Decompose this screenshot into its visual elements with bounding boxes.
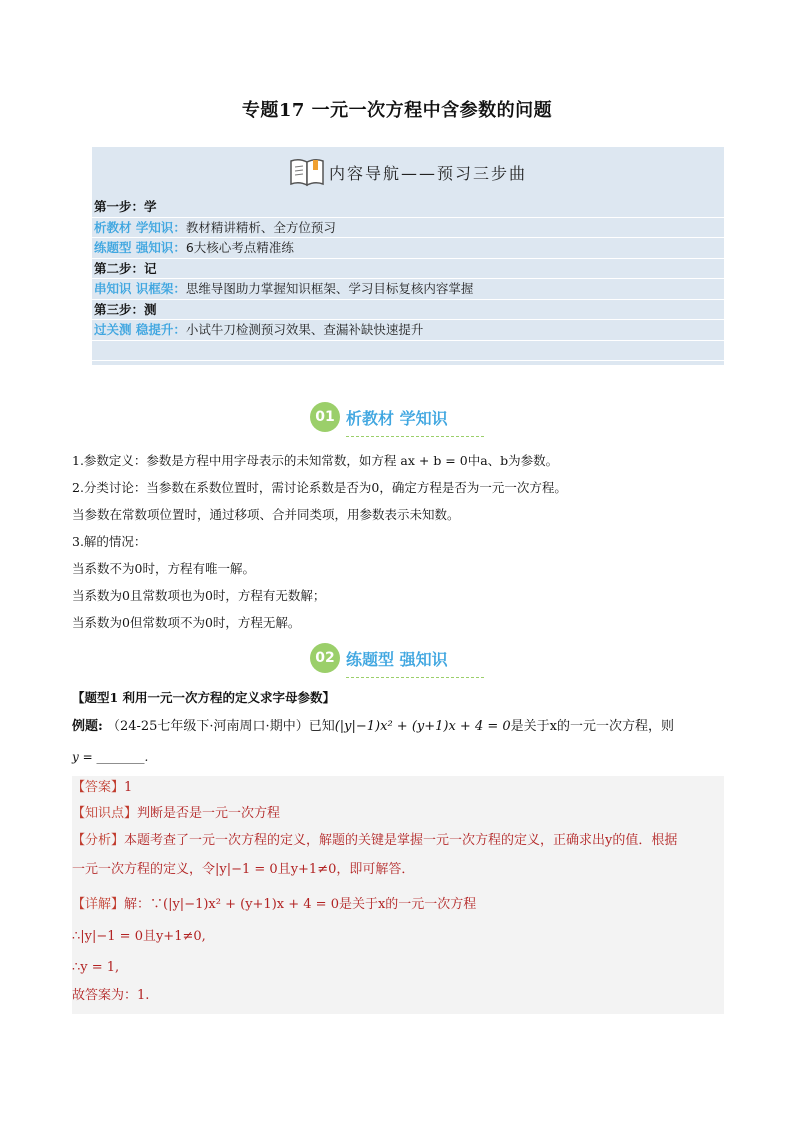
knowledge-line-1: 1.参数定义：参数是方程中用字母表示的未知常数，如方程 ax + b = 0中a、b为参数。 (72, 453, 559, 468)
detail-line-1: 解：∵(|y|−1)x² + (y+1)x + 4 = 0是关于x的一元一次方程 (124, 897, 477, 912)
analysis-row-1 (72, 831, 677, 851)
example-text-after: 是关于x的一元一次方程，则 (510, 719, 674, 734)
section-1-title: 析教材 学知识 (346, 408, 448, 428)
nav-step-2: 第二步：记 (92, 259, 724, 280)
nav-row-2 (92, 238, 724, 259)
detail-row-2: ∴|y|−1 = 0且y+1≠0, (72, 929, 206, 944)
nav-row-1 (92, 218, 724, 239)
detail-row-3: ∴y = 1, (72, 960, 120, 975)
example-source: （24-25七年级下·河南周口·期中）已知 (106, 719, 335, 734)
section-2-title: 练题型 强知识 (346, 649, 448, 669)
book-icon (289, 157, 325, 187)
section-2-badge: 02 (310, 643, 340, 673)
knowledge-line-4: 3.解的情况： (72, 534, 147, 549)
detail-row-4: 故答案为：1. (72, 988, 150, 1003)
nav-heading-text: 内容导航——预习三步曲 (328, 163, 527, 183)
section-1-badge: 01 (310, 402, 340, 432)
knowledge-line-2: 2.分类讨论：当参数在系数位置时，需讨论系数是否为0，确定方程是否为一元一次方程。 (72, 480, 567, 495)
knowledge-line-7: 当系数为0但常数项不为0时，方程无解。 (72, 615, 301, 630)
nav-row-3-value: 思维导图助力掌握知识框架、学习目标复核内容掌握 (185, 281, 474, 296)
nav-row-3-label: 串知识 识框架： (94, 281, 186, 296)
analysis-line-1: 本题考查了一元一次方程的定义，解题的关键是掌握一元一次方程的定义，正确求出y的值．根据 (124, 833, 678, 848)
analysis-row-2: 一元一次方程的定义，令|y|−1 = 0且y+1≠0，即可解答． (72, 862, 415, 877)
page-title: 专题17 一元一次方程中含参数的问题 (241, 100, 553, 121)
nav-step-1: 第一步：学 (92, 197, 724, 218)
section-1-underline (346, 436, 484, 437)
nav-row-blank (92, 341, 724, 362)
section-1-header (310, 400, 490, 434)
nav-row-4-label: 过关测 稳提升： (94, 322, 186, 337)
question-type-heading: 【题型1 利用一元一次方程的定义求字母参数】 (72, 690, 336, 705)
example-blank: y = ________. (72, 750, 149, 764)
nav-row-1-label: 析教材 学知识： (94, 219, 186, 235)
content-navigation-box (92, 147, 724, 365)
nav-row-1-value: 教材精讲精析、全方位预习 (185, 219, 336, 235)
nav-row-4 (92, 320, 724, 341)
nav-step-3: 第三步：测 (92, 300, 724, 321)
detail-tag: 【详解】 (72, 897, 125, 912)
nav-row-4-value: 小试牛刀检测预习效果、查漏补缺快速提升 (185, 322, 424, 337)
section-2-underline (346, 677, 484, 678)
nav-heading (92, 147, 724, 197)
kp-tag: 【知识点】 (72, 806, 138, 821)
answer-row (72, 778, 132, 798)
answer-tag: 【答案】 (72, 780, 125, 795)
knowledge-point-row (72, 804, 280, 824)
answer-value: 1 (124, 780, 133, 795)
example-label: 例题: (72, 719, 103, 734)
nav-row-3 (92, 279, 724, 300)
knowledge-line-3: 当参数在常数项位置时，通过移项、合并同类项，用参数表示未知数。 (72, 507, 460, 522)
kp-value: 判断是否是一元一次方程 (137, 806, 281, 821)
detail-row-1 (72, 895, 476, 915)
knowledge-line-5: 当系数不为0时，方程有唯一解。 (72, 561, 255, 576)
example-equation: (|y|−1)x² + (y+1)x + 4 = 0 (334, 719, 511, 734)
example-line-1 (72, 718, 674, 736)
nav-row-2-label: 练题型 强知识： (94, 240, 186, 255)
nav-row-2-value: 6大核心考点精准练 (185, 240, 294, 255)
section-2-header (310, 641, 490, 675)
knowledge-line-6: 当系数为0且常数项也为0时，方程有无数解； (72, 588, 326, 603)
analysis-tag: 【分析】 (72, 833, 125, 848)
